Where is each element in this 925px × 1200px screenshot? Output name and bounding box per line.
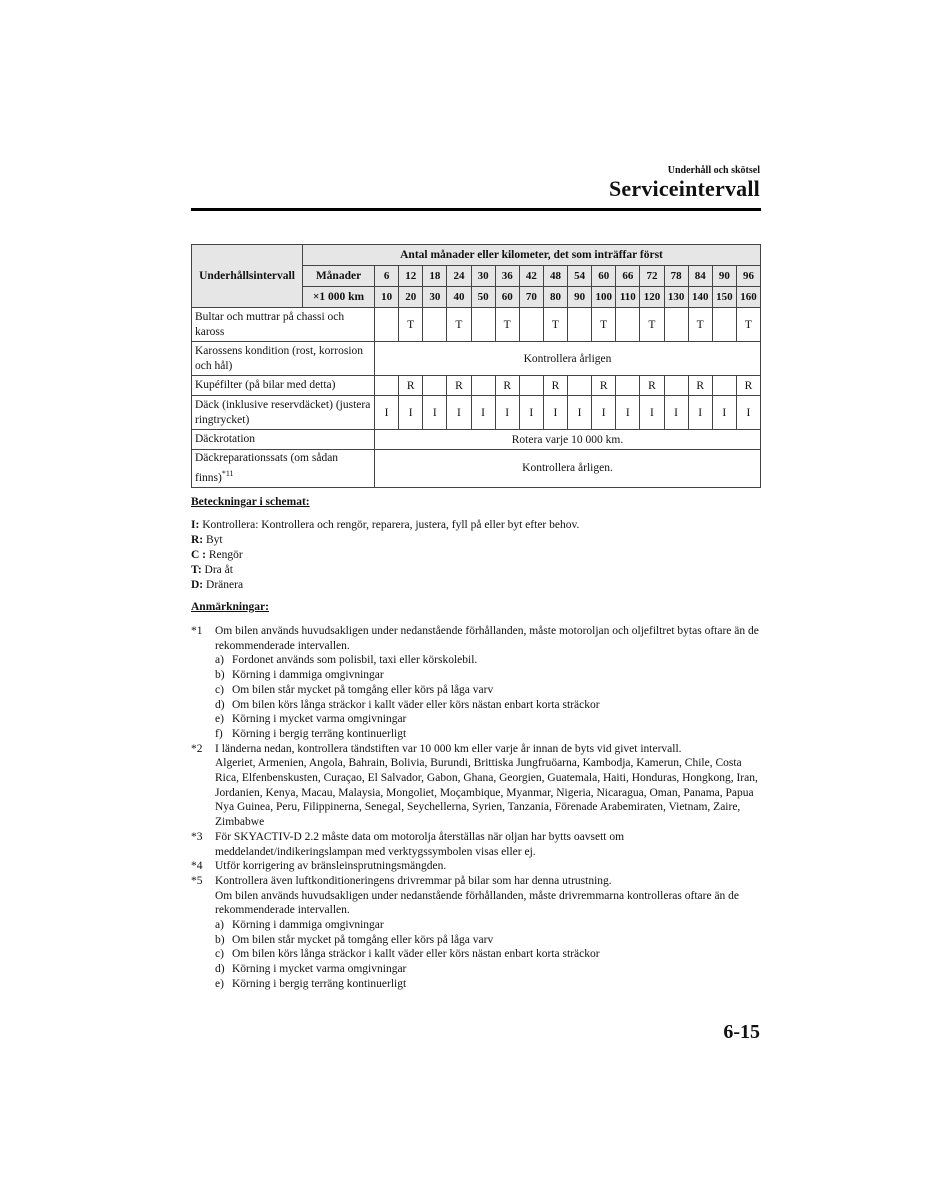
legend-item [191,548,579,563]
interval-cell: R [688,376,712,396]
km-header: 150 [712,287,736,308]
km-header: 10 [375,287,399,308]
km-header: 70 [519,287,543,308]
note-subitem-key: d) [215,698,225,711]
item-text: Däckrotation [195,433,256,445]
section-label: Underhåll och skötsel [667,165,760,176]
item-name [192,308,375,342]
interval-cell: R [640,376,664,396]
interval-cell [712,376,736,396]
note-1-mark: *1 [191,625,203,637]
km-header: 90 [568,287,592,308]
month-header: 36 [495,266,519,287]
table-row [192,450,761,488]
legend-text: Dra åt [204,564,233,576]
km-header: 50 [471,287,495,308]
km-header: 160 [736,287,760,308]
item-name [192,396,375,430]
interval-cell: I [736,396,760,430]
interval-cell: I [616,396,640,430]
interval-cell: R [592,376,616,396]
note-1-text: Om bilen används huvudsakligen under nedanstående förhållanden, måste motoroljan och oljefiltret bytas oftare än de rekommenderade intervallen. [215,625,759,652]
note-subitem [215,933,761,948]
interval-cell: I [375,396,399,430]
note-5 [191,874,761,992]
km-header: 100 [592,287,616,308]
month-header: 90 [712,266,736,287]
interval-cell: I [568,396,592,430]
km-header: 60 [495,287,519,308]
page-number: 6-15 [723,1021,760,1043]
table-row [192,342,761,376]
interval-cell: T [447,308,471,342]
interval-cell [616,308,640,342]
interval-cell [664,376,688,396]
interval-cell [423,308,447,342]
km-header: 20 [399,287,423,308]
interval-cell: I [592,396,616,430]
legend-list [191,518,579,593]
month-header: 42 [519,266,543,287]
interval-cell: I [471,396,495,430]
note-4-text: Utför korrigering av bränsleinsprutningsmängden. [215,860,447,873]
interval-cell: R [495,376,519,396]
note-subitem-key: a) [215,654,224,667]
interval-cell: I [640,396,664,430]
legend-item [191,563,579,578]
note-subitem-key: c) [215,948,224,961]
interval-cell: R [543,376,567,396]
table-row [192,396,761,430]
note-5-text: Kontrollera även luftkonditioneringens drivremmar på bilar som har denna utrustning. [215,874,612,887]
note-subitem-key: c) [215,683,224,696]
item-text: Däck (inklusive reservdäcket) (justera ringtrycket) [195,398,371,426]
note-subitem-key: a) [215,919,224,932]
interval-cell [519,308,543,342]
interval-cell: T [495,308,519,342]
legend-key: I: [191,519,200,531]
note-subitem [215,962,761,977]
month-header: 6 [375,266,399,287]
interval-cell [375,308,399,342]
note-subitem [215,698,761,713]
interval-cell: T [543,308,567,342]
interval-cell: I [688,396,712,430]
interval-cell [519,376,543,396]
km-header: 30 [423,287,447,308]
legend-key: D: [191,579,204,591]
note-subitem [215,668,761,683]
note-subitem-text: Körning i mycket varma omgivningar [232,713,407,726]
interval-cell: R [399,376,423,396]
row-header: Underhållsintervall [192,245,303,308]
note-subitem [215,947,761,962]
month-header: 12 [399,266,423,287]
month-header: 54 [568,266,592,287]
km-header: 140 [688,287,712,308]
months-label: Månader [303,266,375,287]
legend-text: Byt [206,534,223,546]
note-2-countries: Algeriet, Armenien, Angola, Bahrain, Bolivia, Burundi, Brittiska Jungfruöarna, Kambodja, Kamerun, Chile, Costa Rica, Elfenbenskusten, Curaçao, El Salvador, Gabon, Ghana, Georgien, Guatemala, Haiti, Honduras, Hongkong, Iran, Jordanien, Kenya, Macau, Malaysia, Mongoliet, Moçambique, Myanmar, Nigeria, Nicaragua, Oman, Panama, Papua Nya Guinea, Peru, Filippinerna, Senegal, Seychellerna, Syrien, Tanzania, Förenade Arabemiraten, Vietnam, Zaire, Zimbabwe [215,757,758,829]
interval-cell [712,308,736,342]
maintenance-schedule-table [191,244,761,488]
item-footnote-ref: *11 [221,469,234,478]
legend-item [191,518,579,533]
month-header: 66 [616,266,640,287]
interval-cell: T [736,308,760,342]
item-name [192,342,375,376]
legend-text: Kontrollera: Kontrollera och rengör, reparera, justera, fyll på eller byt efter behov. [202,519,580,531]
item-text: Däckreparationssats (om sådan finns) [195,452,339,484]
month-header: 48 [543,266,567,287]
month-header: 72 [640,266,664,287]
note-subitem [215,918,761,933]
note-1 [191,624,761,742]
month-header: 18 [423,266,447,287]
note-subitem-text: Om bilen står mycket på tomgång eller körs på låga varv [232,683,494,696]
note-3-text: För SKYACTIV-D 2.2 måste data om motorolja återställas när oljan har bytts oavsett om meddelandet/indikeringslampan med verktygssymbolen visas eller ej. [215,830,625,858]
km-header: 130 [664,287,688,308]
item-name [192,376,375,396]
note-3-mark: *3 [191,830,203,843]
note-5-mark: *5 [191,874,203,887]
interval-cell: I [423,396,447,430]
span-cell: Rotera varje 10 000 km. [375,430,761,450]
note-subitem [215,683,761,698]
table-row [192,308,761,342]
interval-cell: I [447,396,471,430]
note-2-mark: *2 [191,742,203,755]
interval-cell [568,376,592,396]
km-label: ×1 000 km [303,287,375,308]
legend-key: T: [191,564,202,576]
item-text: Kupéfilter (på bilar med detta) [195,379,336,391]
interval-cell [471,376,495,396]
note-2-text: I länderna nedan, kontrollera tändstiften var 10 000 km eller varje år innan de byts vid givet intervall. [215,742,682,755]
month-header: 60 [592,266,616,287]
note-subitem-text: Om bilen körs långa sträckor i kallt väder eller körs nästan enbart korta sträckor [232,948,600,961]
item-text: Bultar och muttrar på chassi och kaross [195,310,345,338]
table-row [192,376,761,396]
notes-heading: Anmärkningar: [191,601,269,613]
note-3 [191,830,761,859]
interval-cell [616,376,640,396]
interval-cell: I [543,396,567,430]
note-subitem-text: Fordonet används som polisbil, taxi eller körskolebil. [232,654,478,667]
notes-list [191,624,761,992]
legend-item [191,578,579,593]
interval-cell: R [736,376,760,396]
note-subitem-key: b) [215,933,225,946]
interval-cell: I [664,396,688,430]
note-subitem [215,977,761,992]
month-header: 30 [471,266,495,287]
legend-key: R: [191,534,204,546]
note-subitem-text: Körning i bergig terräng kontinuerligt [232,727,407,740]
span-cell: Kontrollera årligen. [375,450,761,488]
month-header: 24 [447,266,471,287]
legend-text: Dränera [206,579,244,591]
note-2 [191,742,761,830]
note-subitem-text: Körning i dammiga omgivningar [232,919,384,932]
interval-cell: R [447,376,471,396]
title-divider [191,208,761,211]
interval-cell [423,376,447,396]
km-header: 110 [616,287,640,308]
month-header: 78 [664,266,688,287]
legend-heading: Beteckningar i schemat: [191,496,310,508]
month-header: 84 [688,266,712,287]
note-subitem [215,653,761,668]
interval-cell [568,308,592,342]
km-header: 80 [543,287,567,308]
note-subitem [215,712,761,727]
note-subitem [215,727,761,742]
interval-cell [375,376,399,396]
legend-item [191,533,579,548]
interval-cell: I [495,396,519,430]
interval-cell: T [688,308,712,342]
item-name [192,450,375,488]
note-subitem-text: Körning i bergig terräng kontinuerligt [232,977,407,990]
note-subitem-key: e) [215,713,224,726]
km-header: 120 [640,287,664,308]
legend-text: Rengör [208,549,243,561]
note-1-subitems [215,653,761,741]
note-4 [191,859,761,874]
note-subitem-key: b) [215,669,225,682]
interval-cell: T [640,308,664,342]
interval-cell: I [519,396,543,430]
span-cell: Kontrollera årligen [375,342,761,376]
note-5-text2: Om bilen används huvudsakligen under nedanstående förhållanden, måste drivremmarna kontrolleras oftare än de rekommenderade intervallen. [215,889,740,917]
interval-cell: I [399,396,423,430]
item-text: Karossens kondition (rost, korrosion och hål) [195,344,364,372]
interval-cell: T [399,308,423,342]
note-subitem-text: Körning i dammiga omgivningar [232,669,384,682]
page-title: Serviceintervall [608,176,760,201]
note-5-subitems [215,918,761,992]
note-subitem-key: d) [215,963,225,976]
item-name [192,430,375,450]
note-subitem-text: Körning i mycket varma omgivningar [232,963,407,976]
interval-cell [664,308,688,342]
note-subitem-text: Om bilen körs långa sträckor i kallt väder eller körs nästan enbart korta sträckor [232,698,600,711]
note-subitem-key: e) [215,977,224,990]
table-row [192,430,761,450]
month-header: 96 [736,266,760,287]
note-4-mark: *4 [191,860,203,873]
km-header: 40 [447,287,471,308]
legend-key: C : [191,549,207,561]
interval-span-header: Antal månader eller kilometer, det som inträffar först [303,245,761,266]
note-subitem-key: f) [215,727,223,740]
note-subitem-text: Om bilen står mycket på tomgång eller körs på låga varv [232,933,494,946]
interval-cell [471,308,495,342]
interval-cell: T [592,308,616,342]
interval-cell: I [712,396,736,430]
